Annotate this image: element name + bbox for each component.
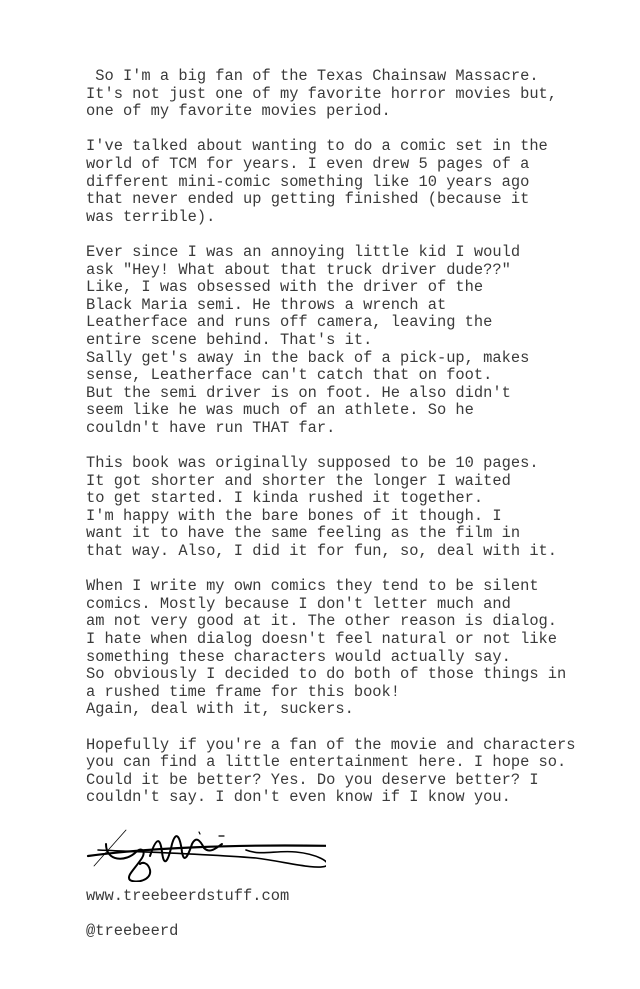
text-line: a rushed time frame for this book! [86,682,401,701]
signature-icon [86,822,326,882]
text-line: Black Maria semi. He throws a wrench at [86,295,447,314]
text-line: Leatherface and runs off camera, leaving the [86,313,493,332]
text-line: I'm happy with the bare bones of it though. I [86,506,502,525]
text-line: When I write my own comics they tend to be silent [86,577,539,596]
text-line: that way. Also, I did it for fun, so, deal with it. [86,542,558,561]
paragraph [86,737,626,807]
text-line: to get started. I kinda rushed it together. [86,489,484,508]
text-line: I've talked about wanting to do a comic set in the [86,137,548,156]
text-line: entire scene behind. That's it. [86,330,373,349]
text-line: Hopefully if you're a fan of the movie and characters [86,735,576,754]
text-line: So I'm a big fan of the Texas Chainsaw Massacre. [86,67,539,85]
social-handle[interactable]: @treebeerd [86,922,179,940]
text-line: Sally get's away in the back of a pick-up, makes [86,348,530,367]
text-line: Ever since I was an annoying little kid I would [86,242,521,261]
text-line: This book was originally supposed to be 10 pages. [86,454,539,473]
text-line: sense, Leatherface can't catch that on foot. [86,366,493,385]
text-line: one of my favorite movies period. [86,102,391,121]
paragraph [86,138,626,226]
text-line: that never ended up getting finished (because it [86,190,530,209]
text-line: was terrible). [86,207,216,226]
text-line: Again, deal with it, suckers. [86,700,354,719]
paragraph [86,578,626,719]
text-line: ask "Hey! What about that truck driver dude??" [86,260,511,279]
text-line: Could it be better? Yes. Do you deserve better? I [86,770,539,789]
text-line: So obviously I decided to do both of those things in [86,665,567,684]
text-line: want it to have the same feeling as the film in [86,524,521,543]
text-line: world of TCM for years. I even drew 5 pages of a [86,154,530,173]
text-line: something these characters would actually say. [86,647,511,666]
letter-body [86,68,626,825]
paragraph [86,244,626,438]
paragraph [86,455,626,561]
text-line: Like, I was obsessed with the driver of the [86,278,484,297]
text-line: different mini-comic something like 10 years ago [86,172,530,191]
text-line: you can find a little entertainment here. I hope so. [86,753,567,772]
paragraph [86,68,626,121]
text-line: It got shorter and shorter the longer I waited [86,471,511,490]
website-link[interactable]: www.treebeerdstuff.com [86,887,290,905]
text-line: But the semi driver is on foot. He also didn't [86,383,511,402]
text-line: couldn't have run THAT far. [86,418,336,437]
text-line: am not very good at it. The other reason is dialog. [86,612,558,631]
text-line: comics. Mostly because I don't letter much and [86,594,511,613]
text-line: I hate when dialog doesn't feel natural or not like [86,630,558,648]
text-line: It's not just one of my favorite horror movies but, [86,84,558,103]
text-line: couldn't say. I don't even know if I know you. [86,788,511,807]
text-line: seem like he was much of an athlete. So he [86,401,474,420]
